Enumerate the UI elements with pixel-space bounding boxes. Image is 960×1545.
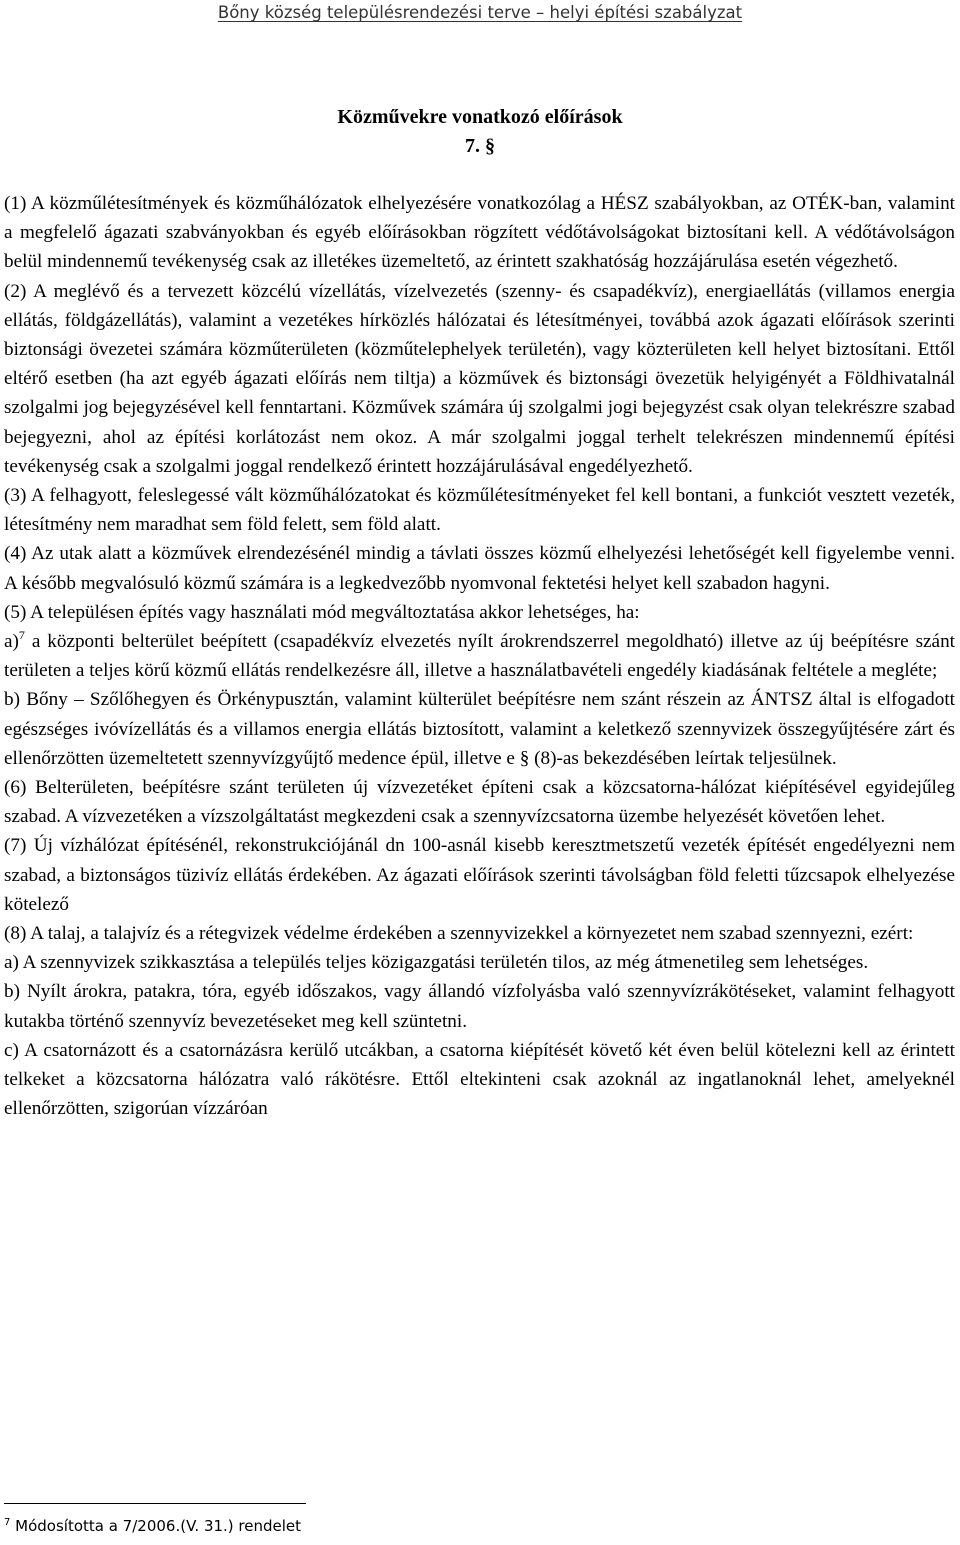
item-5b <box>4 685 955 773</box>
item-5b-text-after: (8)-as bekezdésében leírtak teljesülnek. <box>529 747 837 769</box>
paragraph-4: (4) Az utak alatt a közművek elrendezésénél mindig a távlati összes közmű elhelyezési lehetőségét kell figyelembe venni. A később megvalósuló közmű számára is a legkedvezőbb nyomvonal fektetési helyet kell szabadon hagyni. <box>4 543 955 594</box>
item-8a: a) A szennyvizek szikkasztása a település teljes közigazgatási területén tilos, az még átmenetileg sem lehetséges. <box>4 952 869 974</box>
document-body <box>4 189 955 1124</box>
paragraph-8: (8) A talaj, a talajvíz és a rétegvizek védelme érdekében a szennyvizekkel a környezetet nem szabad szennyezni, ezért: <box>4 923 914 945</box>
item-5a <box>4 627 955 685</box>
footnote <box>4 1516 904 1536</box>
footnote-separator <box>4 1503 306 1504</box>
footnote-text: Módosította a 7/2006.(V. 31.) rendelet <box>10 1517 302 1535</box>
item-8b: b) Nyílt árokra, patakra, tóra, egyéb időszakos, vagy állandó vízfolyásba való szennyvízrákötéseket, valamint felhagyott kutakba történő szennyvíz bevezetéseket meg kell szüntetni. <box>4 981 955 1032</box>
running-header: Bőny község településrendezési terve – helyi építési szabályzat <box>217 3 743 22</box>
section-number: 7. § <box>465 135 495 157</box>
footnote-ref[interactable]: 7 <box>18 628 25 643</box>
paragraph-5: (5) A településen építés vagy használati mód megváltoztatása akkor lehetséges, ha: <box>4 601 640 623</box>
section-title: Közművekre vonatkozó előírások <box>337 106 623 128</box>
paragraph-1: (1) A közműlétesítmények és közműhálózatok elhelyezésére vonatkozólag a HÉSZ szabályokban, az OTÉK-ban, valamint a megfelelő ágazati szabványokban és egyéb előírásokban rögzített védőtávolságokat biztosítani kell. A védőtávolságon belül mindennemű tevékenység csak az illetékes üzemeltető, az érintett szakhatóság hozzájárulása esetén végezhető. <box>4 193 955 273</box>
paragraph-2: (2) A meglévő és a tervezett közcélú vízellátás, vízelvezetés (szenny- és csapadékvíz), energiaellátás (villamos energia ellátás, földgázellátás), valamint a vezetékes hírközlés hálózatai és létesítményei, továbbá azok ágazati előírások szerinti biztonsági övezetei számára közműterületen (közműtelephelyek területén), vagy közterületen kell helyet biztosítani. Ettől eltérő esetben (ha azt egyéb ágazati előírás nem tiltja) a közművek és biztonsági övezetük helyigényét a Földhivatalnál szolgalmi jog bejegyzésével kell fenntartani. Közművek számára új szolgalmi jogi bejegyzést csak olyan telekrészre szabad bejegyezni, ahol az építési korlátozást nem okoz. A már szolgalmi joggal terhelt telekrészen mindennemű építési tevékenység csak a szolgalmi joggal rendelkező érintett hozzájárulásával engedélyezhető. <box>4 280 955 477</box>
paragraph-7: (7) Új vízhálózat építésénél, rekonstrukciójánál dn 100-asnál kisebb keresztmetszetű vezeték építését engedélyezni nem szabad, a biztonságos tüzivíz ellátás érdekében. Az ágazati előírások szerinti távolságban föld feletti tűzcsapok elhelyezése kötelező <box>4 835 955 915</box>
item-5a-prefix: a) <box>4 631 19 653</box>
item-5a-text: a központi belterület beépített (csapadékvíz elvezetés nyílt árokrendszerrel megoldható) illetve az új beépítésre szánt területen a teljes körű közmű ellátás rendelkezésre áll, illetve a használatbavételi engedély kiadásának feltétele a megléte; <box>4 631 955 682</box>
paragraph-6: (6) Belterületen, beépítésre szánt területen új vízvezetéket építeni csak a közcsatorna-hálózat kiépítésével egyidejűleg szabad. A vízvezetéken a vízszolgáltatást megkezdeni csak a szennyvízcsatorna üzembe helyezését követően lehet. <box>4 777 955 828</box>
paragraph-3: (3) A felhagyott, feleslegessé vált közműhálózatokat és közműlétesítményeket fel kell bontani, a funkciót vesztett vezeték, létesítmény nem maradhat sem föld felett, sem föld alatt. <box>4 485 955 536</box>
section-sign: § <box>519 747 530 769</box>
item-8c: c) A csatornázott és a csatornázásra kerülő utcákban, a csatorna kiépítését követő két éven belül kötelezni kell az érintett telkeket a közcsatorna hálózatra való rákötésre. Ettől eltekinteni csak azoknál az ingatlanoknál lehet, amelyeknél ellenőrzötten, szigorúan vízzáróan <box>4 1039 955 1120</box>
footnote-number: 7 <box>4 1517 11 1528</box>
item-5b-text-before: b) Bőny – Szőlőhegyen és Örkénypusztán, valamint külterület beépítésre nem szánt részein az ÁNTSZ által is elfogadott egészséges ivóvízellátás és a villamos energia ellátás biztosított, valamint a keletkező szennyvizek összegyűjtésére zárt és ellenőrzötten üzemeltetett szennyvízgyűjtő medence épül, illetve e <box>4 689 955 769</box>
